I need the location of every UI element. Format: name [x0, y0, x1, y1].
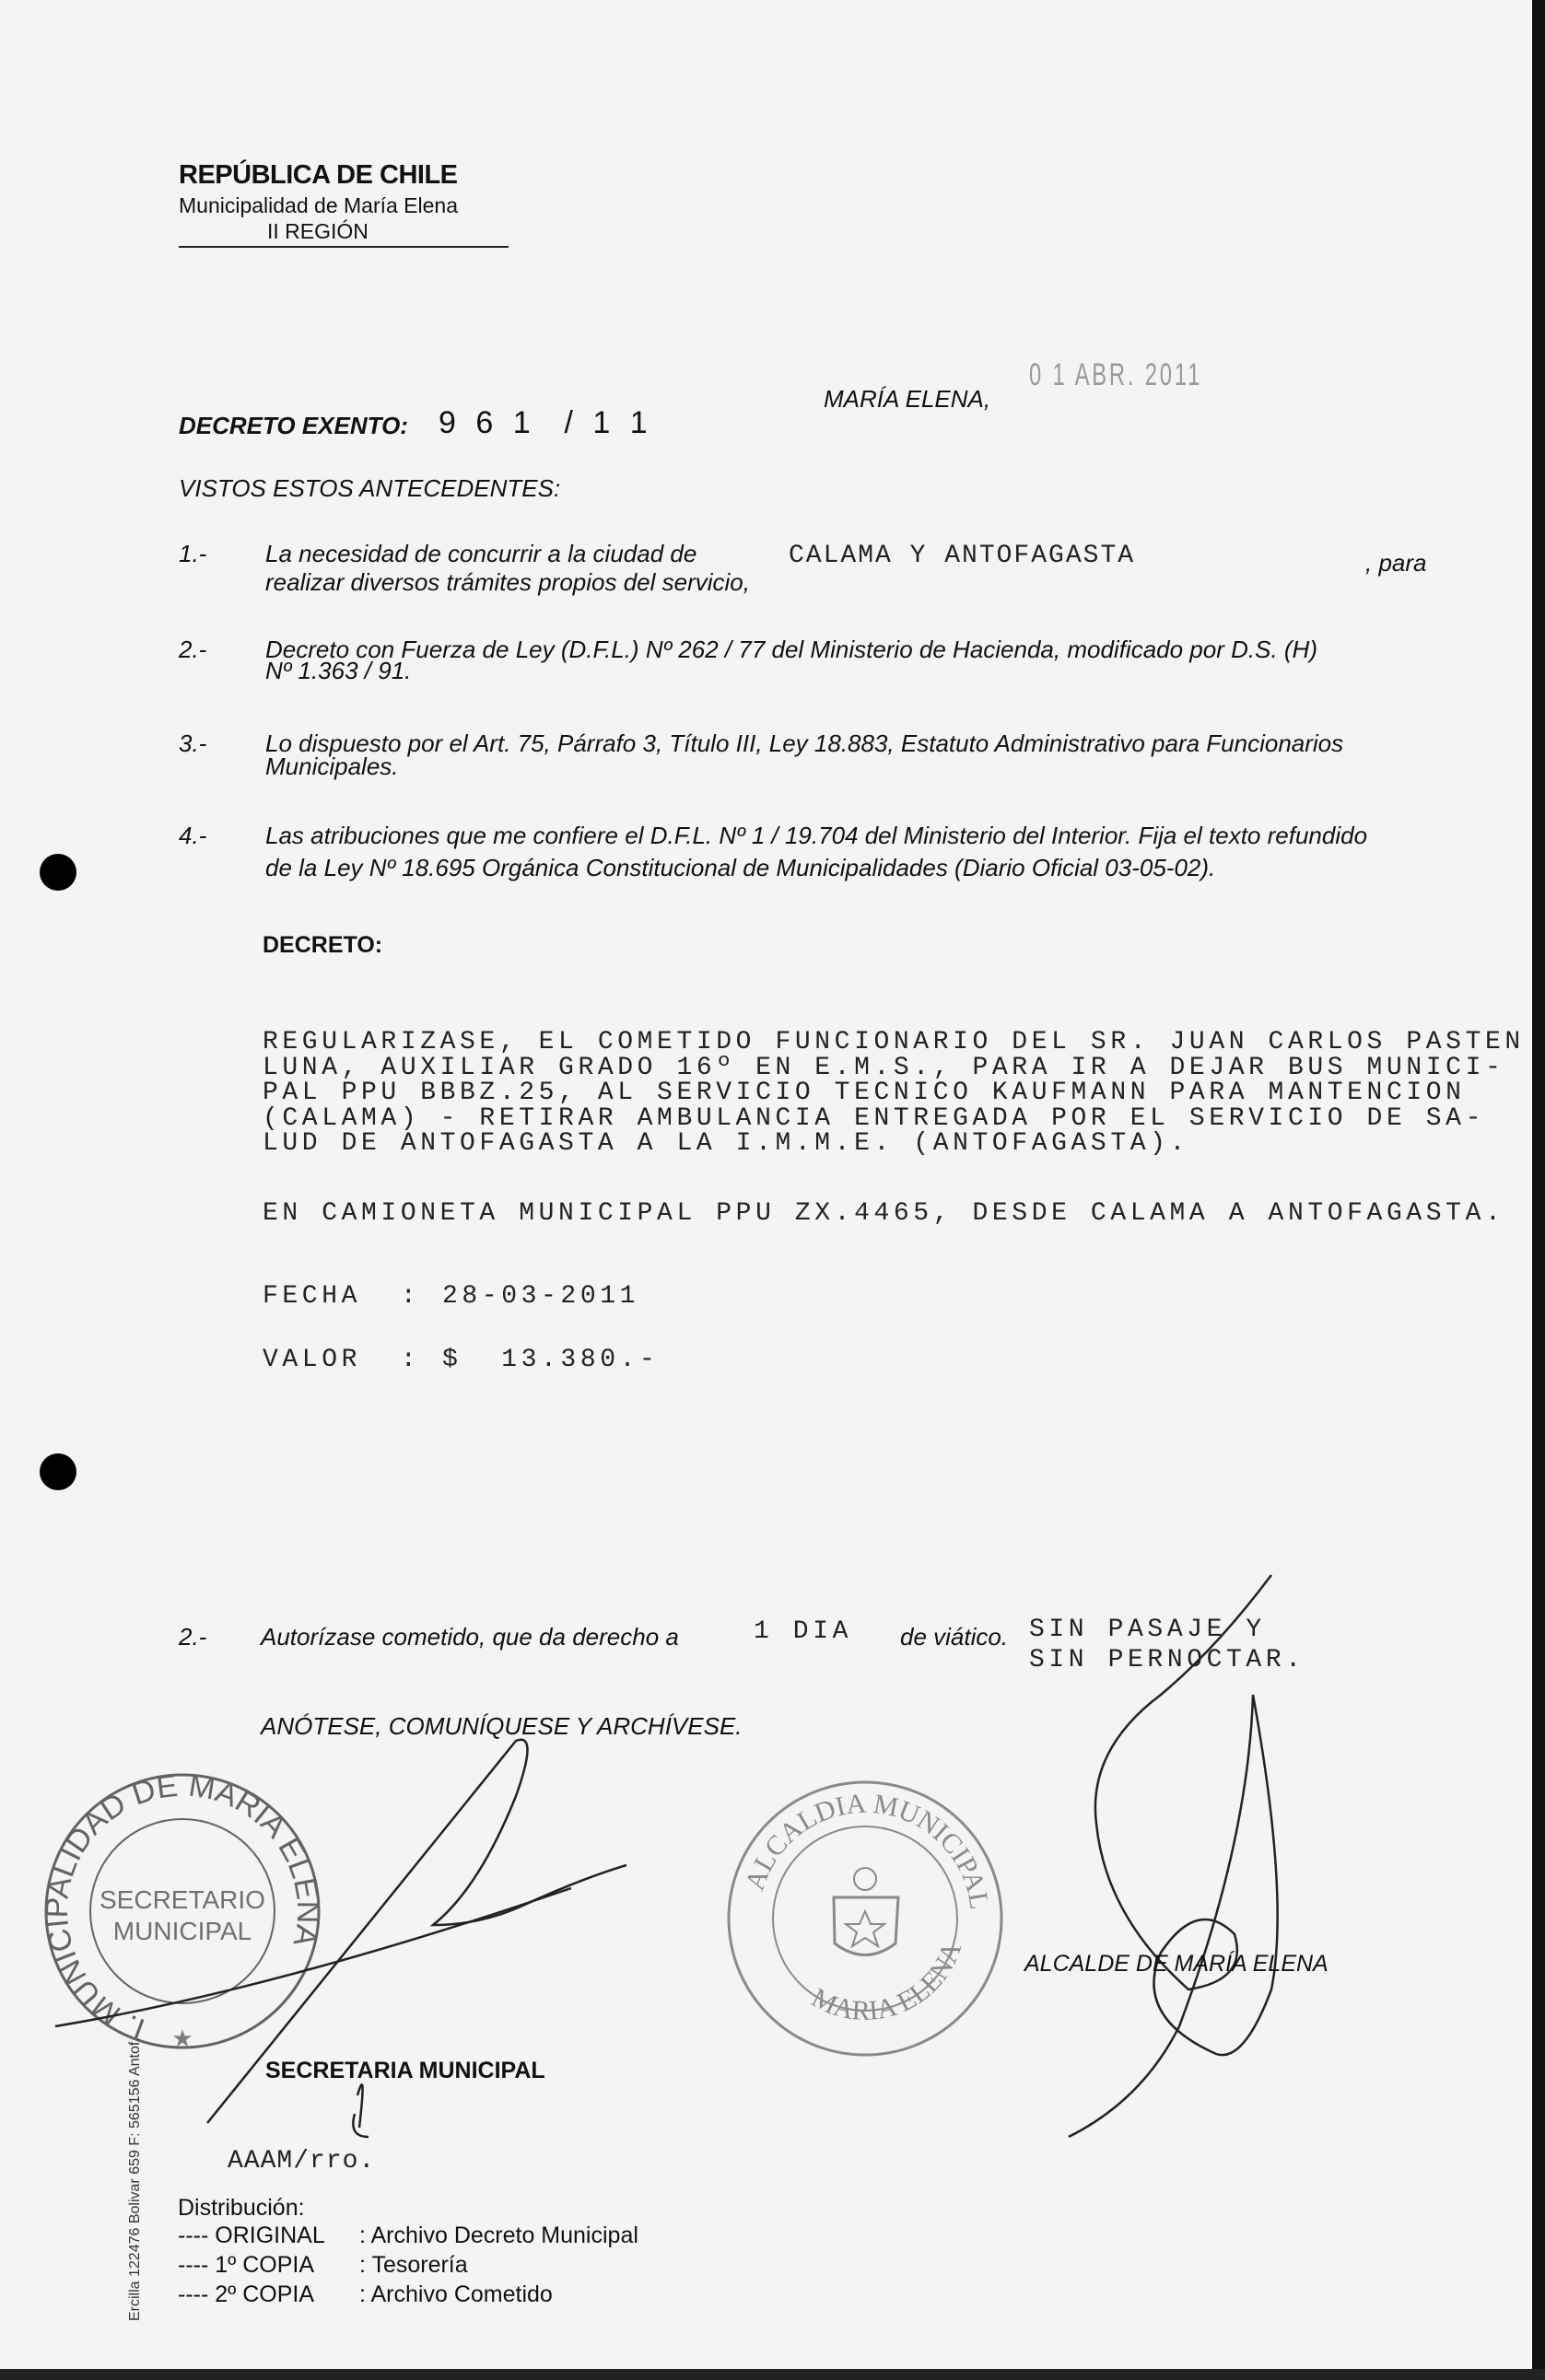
distribution-dest: : Tesorería	[359, 2252, 468, 2278]
mayor-signature	[1069, 1575, 1278, 2137]
vehicle-line: EN CAMIONETA MUNICIPAL PPU ZX.4465, DESDE CALAMA A ANTOFAGASTA.	[263, 1199, 1505, 1228]
item2-suffix: de viático.	[900, 1623, 1009, 1651]
item-text: Municipales.	[265, 752, 399, 780]
valor-value: $ 13.380.-	[442, 1346, 660, 1374]
secretary-title: SECRETARIA MUNICIPAL	[265, 2058, 545, 2083]
body-line: PAL PPU BBBZ.25, AL SERVICIO TECNICO KAUFMANN PARA MANTENCION	[263, 1079, 1466, 1107]
item2-text: Autorízase cometido, que da derecho a	[261, 1623, 679, 1651]
seal-center-line1: SECRETARIO	[99, 1885, 265, 1914]
seal-ring-top: ALCALDIA MUNICIPAL	[739, 1788, 995, 1912]
decreto-title: DECRETO:	[263, 932, 383, 958]
body-line: LUD DE ANTOFAGASTA A LA I.M.M.E. (ANTOFAGASTA).	[263, 1129, 1189, 1158]
fecha-label: FECHA :	[263, 1282, 421, 1311]
item-text: realizar diversos trámites propios del servicio,	[265, 568, 750, 596]
item-number: 3.-	[179, 729, 207, 757]
distribution-copy: ---- ORIGINAL	[178, 2222, 325, 2248]
item2-note1: SIN PASAJE Y	[1029, 1616, 1266, 1644]
printer-imprint: Ercilla 122476 Bolivar 659 F: 565156 Antof.	[127, 2037, 143, 2321]
secretary-seal	[40, 1768, 325, 2052]
mayor-title: ALCALDE DE MARÍA ELENA	[1024, 1951, 1328, 1977]
region-name: II REGIÓN	[267, 219, 369, 243]
decree-label: DECRETO EXENTO:	[179, 412, 408, 439]
item-number: 4.-	[179, 822, 207, 849]
distribution-dest: : Archivo Cometido	[359, 2281, 553, 2307]
item-text: , para	[1365, 549, 1427, 577]
item-text: Las atribuciones que me confiere el D.F.L. Nº 1 / 19.704 del Ministerio del Interior. Fija el texto refundido	[265, 822, 1368, 849]
municipality-name: Municipalidad de María Elena	[179, 193, 459, 217]
distribution-copy: ---- 1º COPIA	[178, 2252, 315, 2278]
body-line: LUNA, AUXILIAR GRADO 16º EN E.M.S., PARA IR A DEJAR BUS MUNICI-	[263, 1053, 1505, 1082]
body-line: (CALAMA) - RETIRAR AMBULANCIA ENTREGADA POR EL SERVICIO DE SA-	[263, 1103, 1485, 1133]
typist-initials: AAAM/rro.	[228, 2147, 376, 2176]
distribution-title: Distribución:	[178, 2195, 305, 2221]
seal-center-line2: MUNICIPAL	[112, 1917, 252, 1945]
seal-ring-text: I. MUNICIPALIDAD DE MARIA ELENA	[39, 1768, 326, 2048]
item-text: Nº 1.363 / 91.	[265, 657, 412, 684]
distribution-dest: : Archivo Decreto Municipal	[359, 2222, 638, 2248]
distribution-copy: ---- 2º COPIA	[178, 2281, 315, 2307]
viatico-days: 1 DIA	[754, 1617, 853, 1646]
item-text: La necesidad de concurrir a la ciudad de	[265, 540, 697, 567]
place-label: MARÍA ELENA,	[824, 385, 991, 413]
item2-number: 2.-	[179, 1623, 207, 1651]
country-name: REPÚBLICA DE CHILE	[179, 160, 458, 190]
decree-number: 9 6 1 / 1 1	[439, 405, 653, 440]
item-text: Decreto con Fuerza de Ley (D.F.L.) Nº 262 / 77 del Ministerio de Hacienda, modificado por D.S. (H)	[265, 636, 1317, 663]
fecha-value: 28-03-2011	[442, 1282, 640, 1311]
seal-ring-bottom: MARIA ELENA	[806, 1937, 968, 2027]
item-number: 2.-	[179, 636, 207, 663]
item-text: de la Ley Nº 18.695 Orgánica Constitucional de Municipalidades (Diario Oficial 03-05-02).	[265, 854, 1216, 881]
valor-label: VALOR :	[263, 1346, 421, 1374]
star-icon: ★	[171, 2024, 193, 2052]
body-line: REGULARIZASE, EL COMETIDO FUNCIONARIO DEL SR. JUAN CARLOS PASTEN	[263, 1028, 1525, 1056]
vistos-title: VISTOS ESTOS ANTECEDENTES:	[179, 474, 561, 502]
destination-cities: CALAMA Y ANTOFAGASTA	[789, 542, 1136, 570]
item2-note2: SIN PERNOCTAR.	[1029, 1646, 1305, 1674]
coat-of-arms-icon	[834, 1868, 898, 1955]
closing-formula: ANÓTESE, COMUNÍQUESE Y ARCHÍVESE.	[261, 1712, 743, 1740]
item-number: 1.-	[179, 540, 207, 567]
mayor-seal	[729, 1782, 1001, 2055]
date-stamp: 0 1 ABR. 2011	[1029, 357, 1203, 392]
item-text: Lo dispuesto por el Art. 75, Párrafo 3, Título III, Ley 18.883, Estatuto Administrativo para Funcionarios	[265, 729, 1344, 757]
